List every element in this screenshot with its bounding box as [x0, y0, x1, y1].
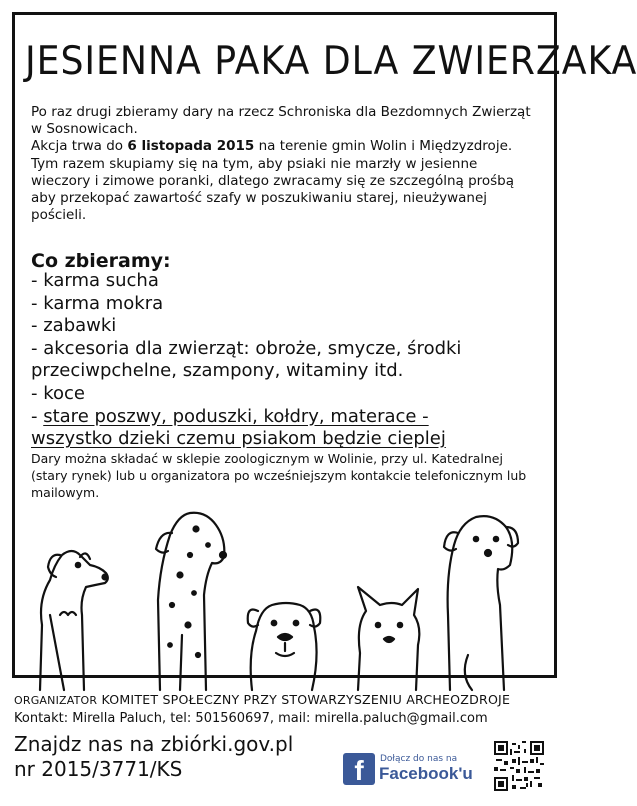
facebook-icon: f	[343, 753, 375, 785]
collect-heading: Co zbieramy:	[31, 250, 171, 272]
organizer-line	[14, 692, 559, 707]
dog-boxer	[248, 603, 321, 690]
list-item: - zabawki	[31, 315, 117, 337]
dog-mutt	[444, 516, 518, 690]
registration-number: nr 2015/3771/KS	[14, 757, 183, 781]
intro-paragraph-1: Po raz drugi zbieramy dary na rzecz Schroniska dla Bezdomnych Zwierząt w Sosnowicach.	[31, 104, 531, 138]
collect-list	[31, 270, 536, 451]
list-item: - koce	[31, 382, 85, 404]
intro-paragraph-3: Tym razem skupiamy się na tym, aby psiaki nie marzły w jesienne wieczory i zimowe poranki, dlatego zwracamy się ze szczególną prośbą aby przekopać zawartość szafy w poszukiwaniu starej, nieużywanej pościeli.	[31, 155, 515, 224]
facebook-join-text: Dołącz do nas na	[380, 754, 458, 764]
organizer-name: KOMITET SPOŁECZNY PRZY STOWARZYSZENIU ARCHEOZDROJE	[101, 692, 511, 707]
intro-paragraph-2	[31, 138, 536, 155]
dog-dalmatian	[156, 513, 226, 690]
intro-text	[31, 104, 536, 224]
emphasis-text: wszystko dzieki czemu psiakom będzie cieplej	[31, 428, 446, 450]
list-item: - karma sucha	[31, 270, 159, 291]
dog-pointy	[358, 587, 419, 690]
list-item: - karma mokra	[31, 292, 164, 314]
emphasis-dash: -	[31, 405, 44, 427]
find-us	[14, 732, 293, 782]
list-item-emphasis	[31, 428, 536, 451]
poster-title: JESIENNA PAKA DLA ZWIERZAKA	[25, 39, 637, 84]
facebook-label: Facebook'u	[379, 764, 473, 783]
list-item: przeciwpchelne, szampony, witaminy itd.	[31, 360, 404, 382]
list-item: - akcesoria dla zwierząt: obroże, smycze, środki	[31, 337, 462, 359]
contact-line: Kontakt: Mirella Paluch, tel: 501560697, mail: mirella.paluch@gmail.com	[14, 711, 488, 726]
find-line-1: Znajdz nas na zbiórki.gov.pl	[14, 732, 294, 756]
list-item-emphasis	[31, 406, 536, 429]
organizer-label: ORGANIZATOR	[14, 694, 98, 707]
deadline-date: 6 listopada 2015	[127, 138, 255, 155]
dogs-illustration	[20, 505, 555, 690]
intro-p2-start: Akcja trwa do	[31, 138, 128, 155]
donation-info: Dary można składać w sklepie zoologicznym w Wolinie, przy ul. Katedralnej (stary rynek) lub u organizatora po wcześniejszym kontakcie telefonicznym lub mailowym.	[31, 451, 527, 500]
dog-greyhound	[40, 551, 108, 690]
intro-p2-end: na terenie gmin Wolin i Międzyzdroje.	[254, 138, 513, 155]
emphasis-text: stare poszwy, poduszki, kołdry, materace -	[43, 405, 429, 427]
qr-code-icon[interactable]	[494, 741, 544, 791]
facebook-badge[interactable]	[343, 753, 480, 785]
